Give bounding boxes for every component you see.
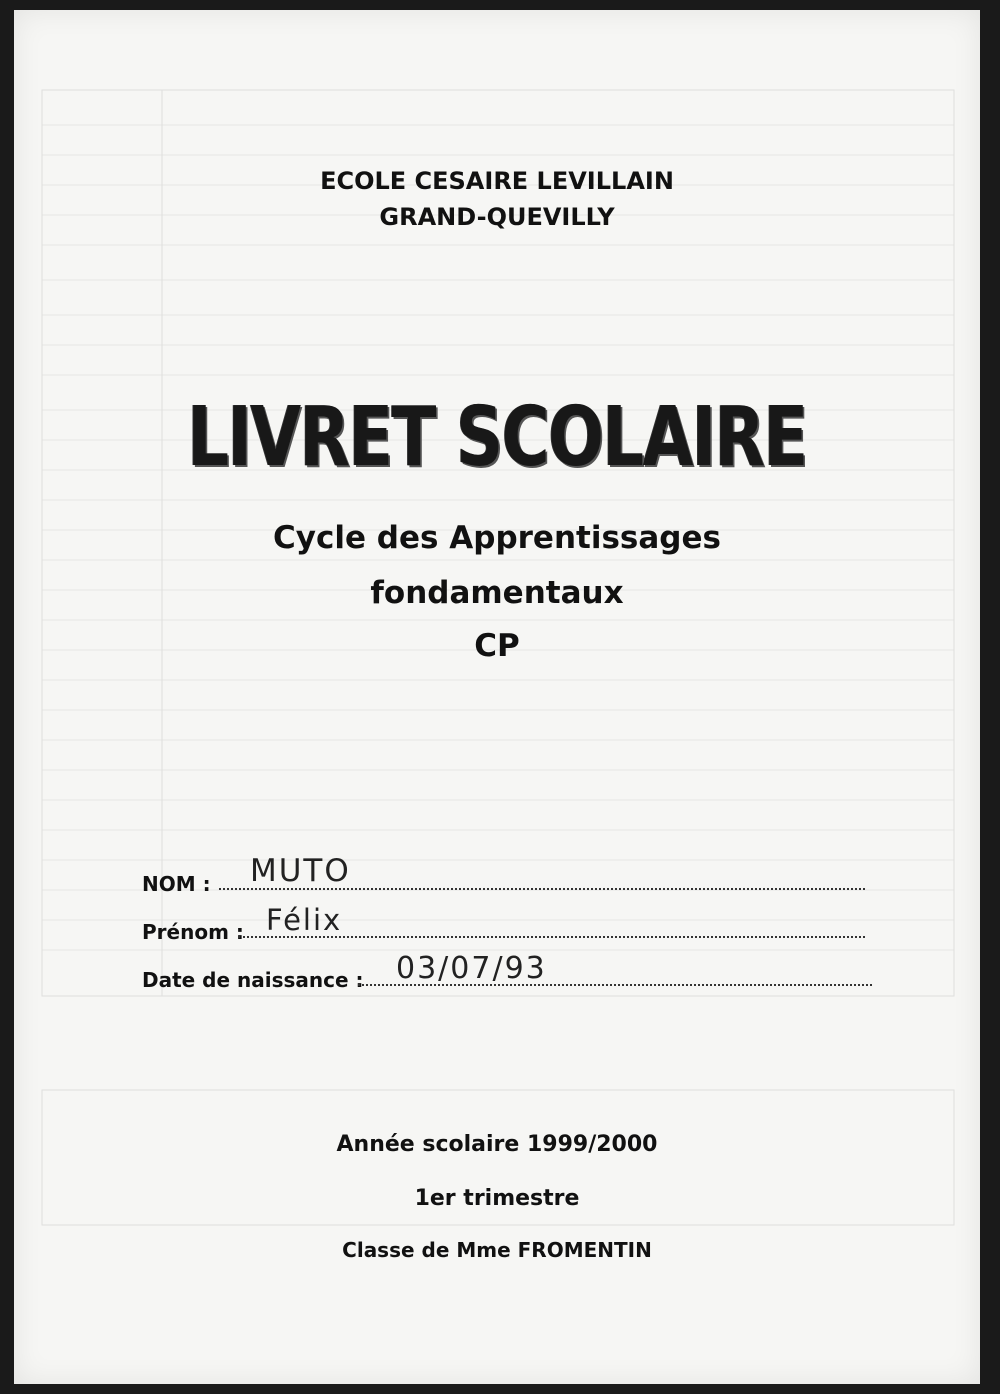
prenom-label: Prénom :: [142, 920, 244, 944]
class-teacher: Classe de Mme FROMENTIN: [342, 1238, 652, 1262]
document-page: [14, 10, 980, 1384]
term: 1er trimestre: [414, 1186, 580, 1211]
prenom-value: Félix: [266, 903, 343, 937]
school-year: Année scolaire 1999/2000: [336, 1132, 658, 1157]
nom-label: NOM :: [142, 872, 211, 896]
school-name: ECOLE CESAIRE LEVILLAIN: [320, 167, 674, 195]
school-town: GRAND-QUEVILLY: [379, 203, 615, 231]
birth-label: Date de naissance :: [142, 968, 364, 992]
cycle-line-1: Cycle des Apprentissages: [273, 520, 721, 556]
cycle-level: CP: [474, 628, 520, 664]
cycle-line-2: fondamentaux: [370, 575, 624, 611]
birth-value: 03/07/93: [396, 951, 547, 986]
document-title: LIVRET SCOLAIRE: [187, 390, 807, 485]
nom-value: MUTO: [250, 853, 351, 889]
